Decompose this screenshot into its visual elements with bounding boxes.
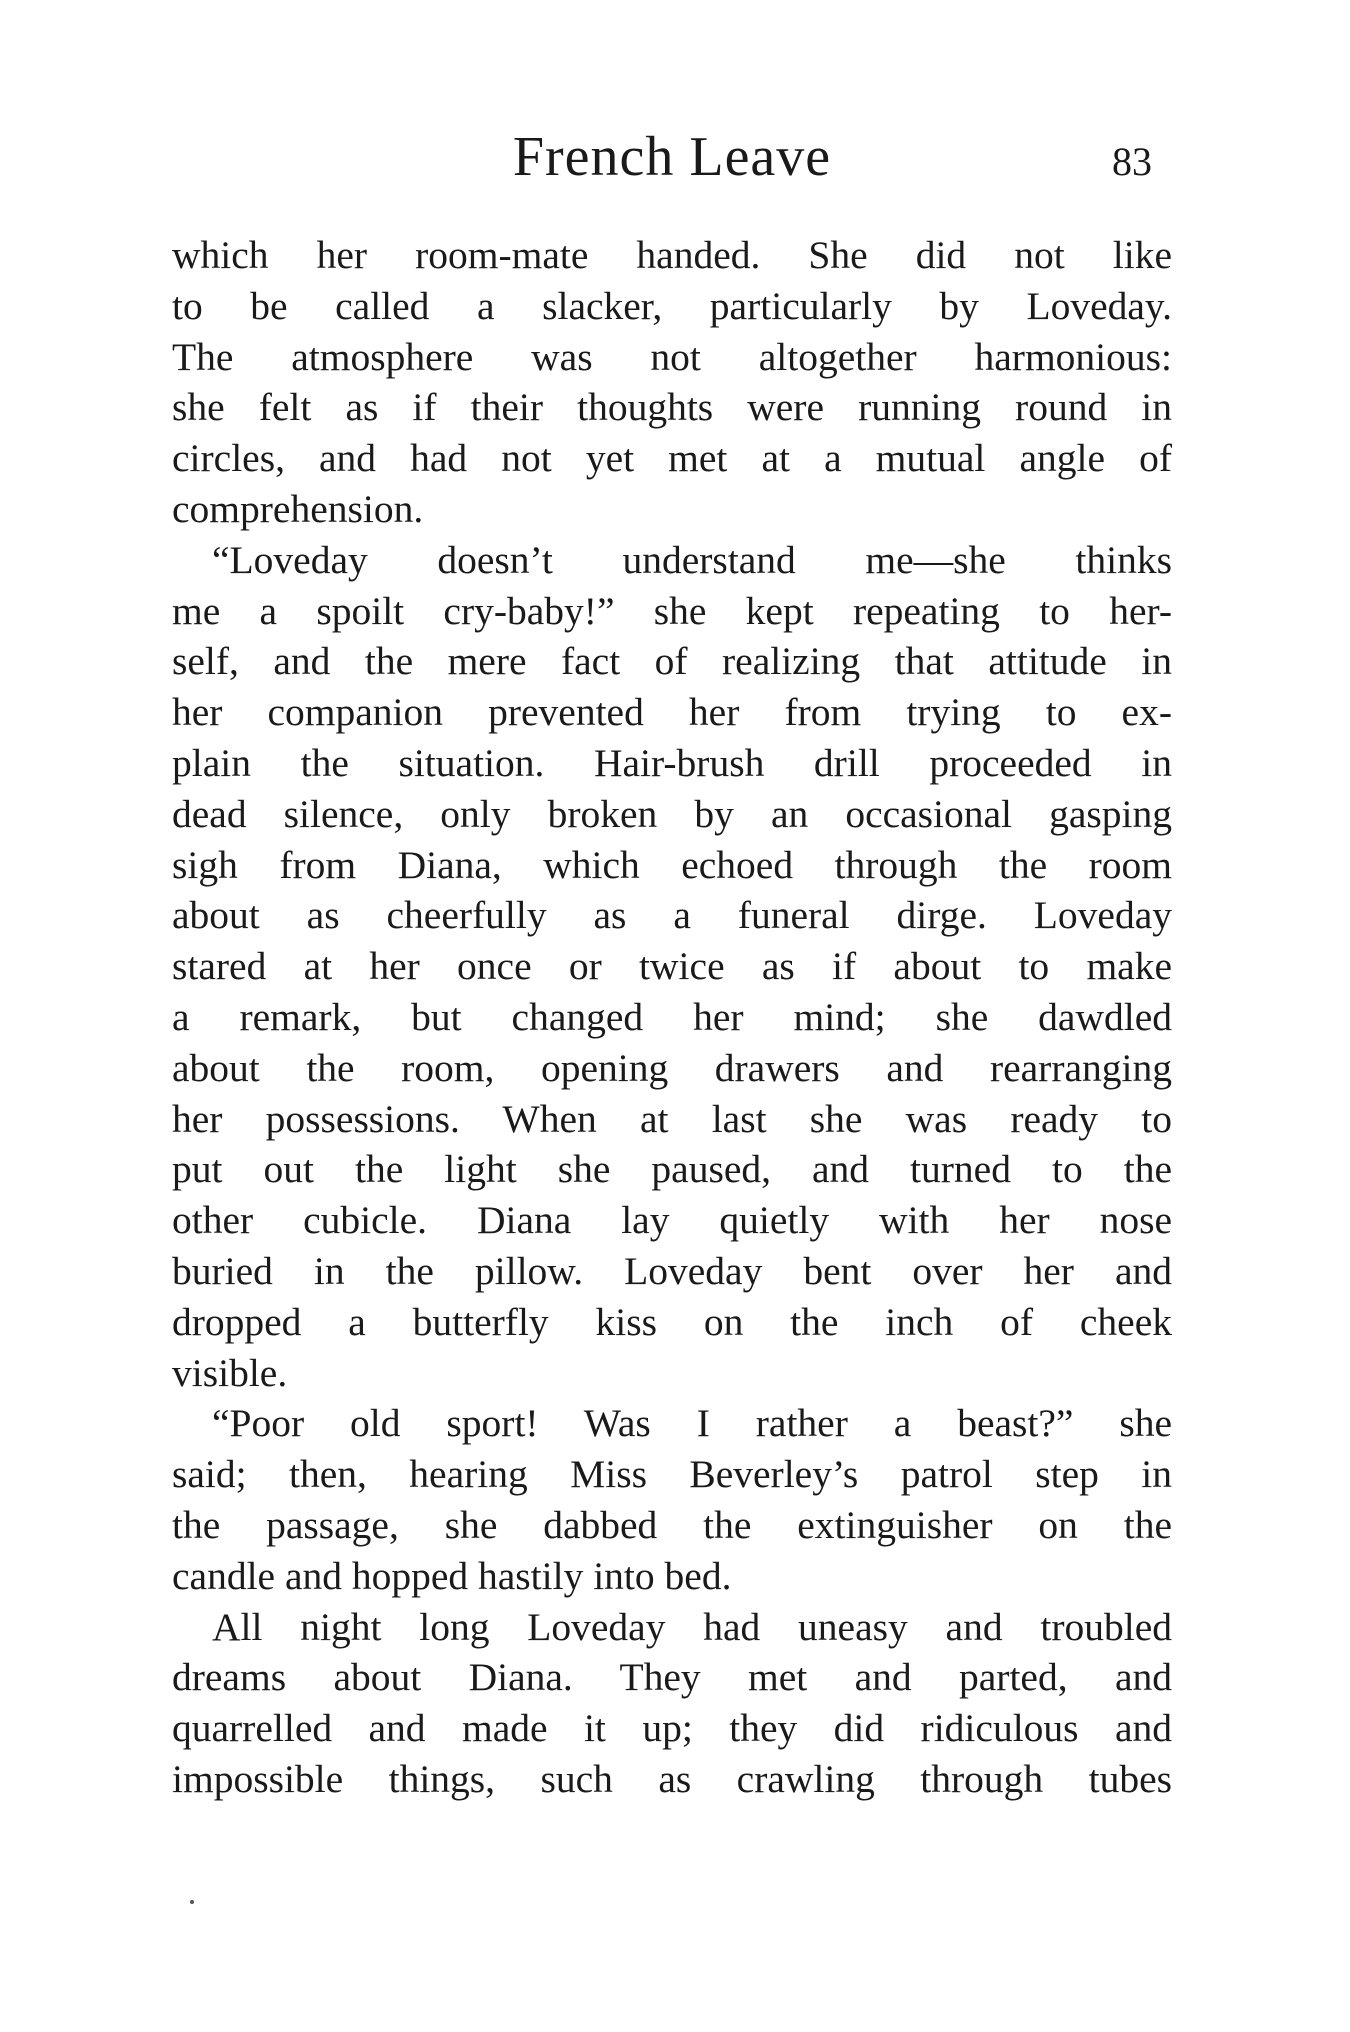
text-line: dreams about Diana. They met and parted, and bbox=[172, 1655, 1172, 1700]
chapter-title: French Leave bbox=[512, 126, 832, 188]
text-line: dead silence, only broken by an occasional gasping bbox=[172, 791, 1172, 836]
paragraph bbox=[172, 1398, 1172, 1601]
text-line: candle and hopped hastily into bed. bbox=[172, 1553, 732, 1598]
text-line: The atmosphere was not altogether harmonious: bbox=[172, 334, 1172, 379]
text-line: her possessions. When at last she was ready to bbox=[172, 1096, 1172, 1141]
text-line: self, and the mere fact of realizing that attitude in bbox=[172, 639, 1172, 684]
text-line: sigh from Diana, which echoed through the room bbox=[172, 842, 1172, 887]
text-line: a remark, but changed her mind; she dawdled bbox=[172, 994, 1172, 1039]
text-line: about as cheerfully as a funeral dirge. Loveday bbox=[172, 893, 1172, 938]
text-line: put out the light she paused, and turned to the bbox=[172, 1147, 1172, 1192]
paper-speck bbox=[190, 1900, 194, 1904]
running-head bbox=[172, 122, 1172, 192]
text-line: dropped a butterfly kiss on the inch of cheek bbox=[172, 1299, 1172, 1344]
text-line: “Poor old sport! Was I rather a beast?” she bbox=[212, 1401, 1172, 1446]
text-line: stared at her once or twice as if about to make bbox=[172, 944, 1172, 989]
body-text bbox=[172, 230, 1172, 1805]
text-line: about the room, opening drawers and rearranging bbox=[172, 1045, 1172, 1090]
text-line: said; then, hearing Miss Beverley’s patrol step in bbox=[172, 1452, 1172, 1497]
text-line: quarrelled and made it up; they did ridiculous and bbox=[172, 1706, 1172, 1751]
text-line: plain the situation. Hair-brush drill proceeded in bbox=[172, 740, 1172, 785]
text-line: circles, and had not yet met at a mutual angle of bbox=[172, 436, 1172, 481]
paragraph bbox=[172, 535, 1172, 1399]
paragraph bbox=[172, 1602, 1172, 1805]
text-line: All night long Loveday had uneasy and troubled bbox=[212, 1604, 1172, 1649]
page-number: 83 bbox=[1112, 139, 1152, 184]
text-line: the passage, she dabbed the extinguisher on the bbox=[172, 1502, 1172, 1547]
text-line: she felt as if their thoughts were running round in bbox=[172, 385, 1172, 430]
text-line: which her room-mate handed. She did not like bbox=[172, 233, 1172, 277]
text-line: visible. bbox=[172, 1350, 288, 1395]
text-line: me a spoilt cry-baby!” she kept repeating to her- bbox=[172, 588, 1172, 633]
text-line: buried in the pillow. Loveday bent over her and bbox=[172, 1248, 1172, 1293]
text-line: impossible things, such as crawling through tubes bbox=[172, 1756, 1172, 1801]
text-line: other cubicle. Diana lay quietly with her nose bbox=[172, 1198, 1172, 1243]
text-line: to be called a slacker, particularly by Loveday. bbox=[172, 283, 1172, 328]
text-line: her companion prevented her from trying to ex- bbox=[172, 690, 1172, 735]
paragraph bbox=[172, 230, 1172, 535]
text-line: “Loveday doesn’t understand me—she thinks bbox=[212, 537, 1172, 582]
text-line: comprehension. bbox=[172, 486, 424, 531]
